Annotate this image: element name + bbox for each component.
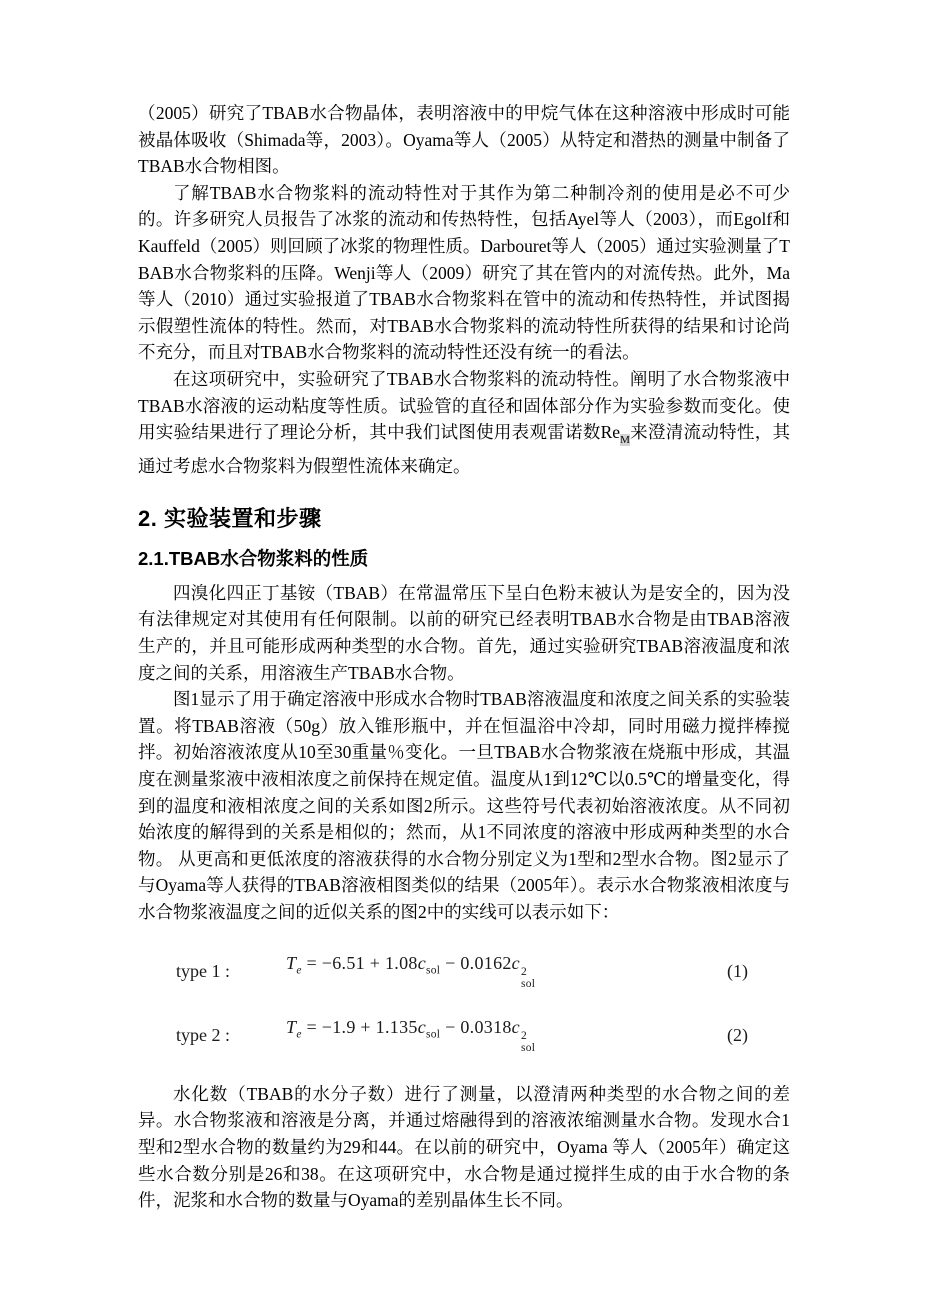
paragraph-hydration-number: 水化数（TBAB的水分子数）进行了测量，以澄清两种类型的水合物之间的差异。水合物浆液和溶液是分离，并通过熔融得到的溶液浓缩测量水合物。发现水合1型和2型水合物的数量约为29和44。在以前的研究中，Oyama 等人（2005年）确定这些水合数分别是26和38。在这项研究中，水合物是通过搅拌生成的由于水合物的条件，泥浆和水合物的数量与Oyama的差别晶体生长不同。: [138, 1083, 790, 1211]
equation-subscript-sol: sol: [520, 1041, 536, 1054]
equation-terms: = −6.51 + 1.08: [301, 952, 418, 973]
equation-subscript-sol: sol: [520, 977, 536, 990]
paragraph-flow-characteristics: 了解TBAB水合物浆料的流动特性对于其作为第二种制冷剂的使用是必不可少的。许多研究人员报告了冰浆的流动和传热特性，包括Ayel等人（2003），而Egolf和Kauffeld（2005）则回顾了冰浆的物理性质。Darbouret等人（2005）通过实验测量了TBAB水合物浆料的压降。Wenji等人（2009）研究了其在管内的对流传热。此外，Ma等人（2010）通过实验报道了TBAB水合物浆料在管中的流动和传热特性，并试图揭示假塑性流体的特性。然而，对TBAB水合物浆料的流动特性所获得的结果和讨论尚不充分，而且对TBAB水合物浆料的流动特性还没有统一的看法。: [138, 182, 790, 363]
equation-supsub-stack: [521, 966, 535, 990]
equation-subscript-e: e: [296, 1028, 302, 1041]
equation-subscript-sol: sol: [425, 1028, 441, 1041]
equation-type2-formula: [286, 1017, 535, 1054]
subsection-heading-tbab-slurry-properties: 2.1.TBAB水合物浆料的性质: [138, 547, 369, 569]
equation-variable-c: c: [417, 952, 426, 973]
equation-type1-formula: [286, 953, 535, 990]
paragraph-experiment-figure1: 图1显示了用于确定溶液中形成水合物时TBAB溶液温度和浓度之间关系的实验装置。将TBAB溶液（50g）放入锥形瓶中，并在恒温浴中冷却，同时用磁力搅拌棒搅拌。初始溶液浓度从10至30重量％变化。一旦TBAB水合物浆液在烧瓶中形成，其温度在测量浆液中液相浓度之前保持在规定值。温度从1到12℃以0.5℃的增量变化，得到的温度和液相浓度之间的关系如图2所示。这些符号代表初始溶液浓度。从不同初始浓度的解得到的关系是相似的；然而，从1不同浓度的溶液中形成两种类型的水合物。 从更高和更低浓度的溶液获得的水合物分别定义为1型和2型水合物。图2显示了与Oyama等人获得的TBAB溶液相图类似的结果（2005年）。表示水合物浆液相浓度与水合物浆液温度之间的近似关系的图2中的实线可以表示如下：: [138, 689, 790, 922]
equation-type2-label: type 2 :: [176, 1024, 230, 1045]
equation-terms: = −1.9 + 1.135: [301, 1016, 418, 1037]
equation-variable-T: T: [286, 952, 297, 973]
equation-type2: [138, 1017, 790, 1054]
equation-variable-c: c: [417, 1016, 426, 1037]
equation-superscript-2: 2: [520, 965, 528, 978]
paragraph-text-run: 在这项研究中，实验研究了TBAB水合物浆料的流动特性。阐明了水合物浆液中TBAB水溶液的运动粘度等性质。试验管的直径和固体部分作为实验参数而变化。使用实验结果进行了理论分析，其中我们试图使用表观雷诺数Re: [138, 368, 790, 443]
equation-superscript-2: 2: [520, 1029, 528, 1042]
paragraph-study-overview: [138, 366, 790, 480]
equation-type1-label: type 1 :: [176, 960, 230, 981]
page-content: [138, 100, 790, 1214]
equation-type1-number: (1): [727, 960, 748, 981]
equation-subscript-sol: sol: [425, 964, 441, 977]
equation-terms: − 0.0318: [440, 1016, 512, 1037]
paragraph-text-run: 来澄清流动特性，其通过考虑水合物浆料为假塑性流体来确定。: [138, 422, 790, 477]
paragraph-intro-continuation: （2005）研究了TBAB水合物晶体，表明溶液中的甲烷气体在这种溶液中形成时可能被晶体吸收（Shimada等，2003）。Oyama等人（2005）从特定和潜热的测量中制备了TBAB水合物相图。: [138, 103, 790, 177]
equation-variable-c: c: [511, 952, 520, 973]
equation-type2-number: (2): [727, 1024, 748, 1045]
equation-subscript-e: e: [296, 964, 302, 977]
equation-variable-c: c: [511, 1016, 520, 1037]
paragraph-tbab-properties: 四溴化四正丁基铵（TBAB）在常温常压下呈白色粉末被认为是安全的，因为没有法律规定对其使用有任何限制。以前的研究已经表明TBAB水合物是由TBAB溶液生产的，并且可能形成两种类型的水合物。首先，通过实验研究TBAB溶液温度和浓度之间的关系，用溶液生产TBAB水合物。: [138, 582, 790, 683]
equation-terms: − 0.0162: [440, 952, 512, 973]
equation-type1: [138, 953, 790, 990]
equation-variable-T: T: [286, 1016, 297, 1037]
equation-supsub-stack: [521, 1030, 535, 1054]
section-heading-experimental-apparatus: 2. 实验装置和步骤: [138, 505, 322, 531]
apparent-reynolds-subscript: M: [620, 433, 630, 446]
